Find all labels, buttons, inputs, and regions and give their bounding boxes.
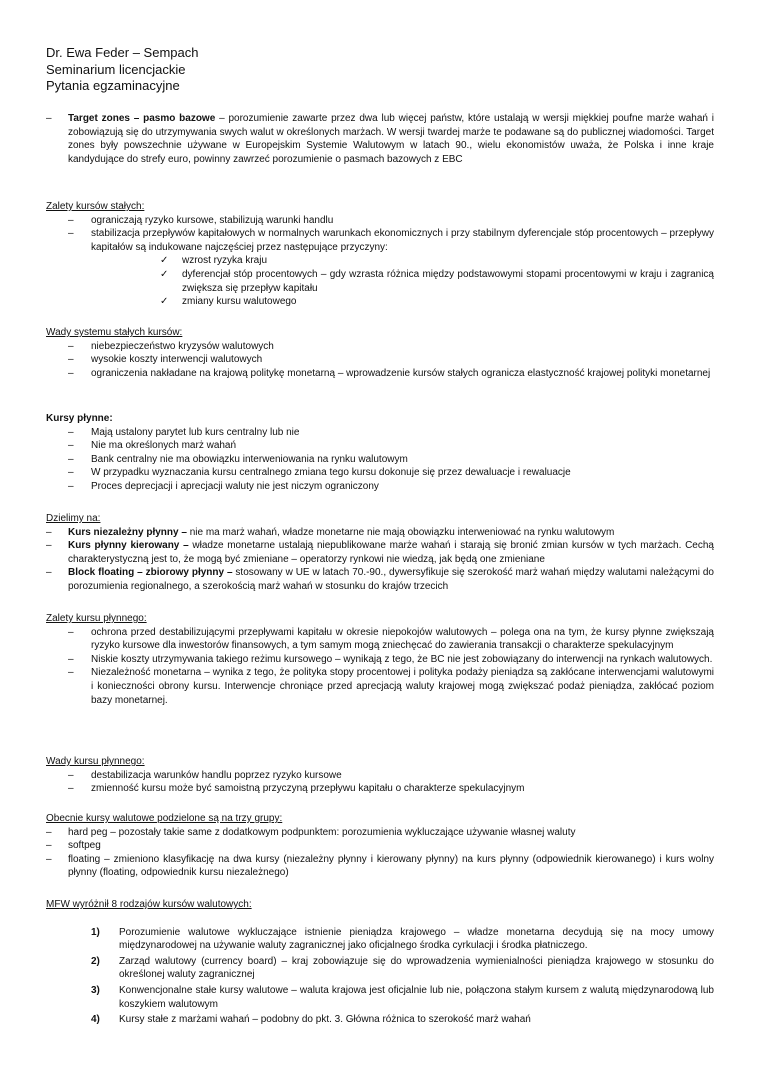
list-item-text: Bank centralny nie ma obowiązku interweniowania na rynku walutowym: [91, 453, 408, 465]
list-item: [0, 439, 760, 453]
list-item: [0, 426, 760, 440]
list-item: [0, 539, 760, 566]
dash-bullet: –: [68, 228, 74, 240]
section-heading: Zalety kursu płynnego:: [46, 613, 147, 624]
floating-disadvantages-section: [0, 755, 760, 796]
section-heading: Kursy płynne:: [46, 413, 113, 424]
current-groups-section: [0, 812, 760, 880]
list-item-text: Niezależność monetarna – wynika z tego, że polityka stopy procentowej i polityka podaży pieniądza są zakłócane interwencjami walutowymi i konieczności obrony kursu. Interwencje chroniące przed aprecjacją waluty krajowej mogą zwiększać podaż pieniądza, zakłócać poziom bazy monetarnej.: [91, 667, 714, 706]
floating-advantages-section: [0, 612, 760, 707]
list-item-text: floating – zmieniono klasyfikację na dwa kursy (niezależny płynny i kierowany płynny) na kurs płynny (odpowiednik kierowanego) i kurs wolny płynny (floating, odpowiednik kursu niezależnego): [68, 853, 714, 879]
dash-bullet: –: [68, 480, 74, 492]
list-item: [0, 566, 760, 593]
list-item-text: stosowany w UE w latach 70.-90., dywersyfikuje się szerokość marż wahań między walutami należącymi do porozumienia regionalnego, a szerokością marż wahań w stosunku do krajów trzecich: [68, 567, 714, 592]
dash-bullet: –: [68, 426, 74, 438]
dash-bullet: –: [46, 853, 52, 865]
list-item-text: W przypadku wyznaczania kursu centralnego zmiana tego kursu dokonuje się przez dewaluacje i rewaluacje: [91, 467, 571, 479]
list-item: [0, 853, 760, 880]
list-item: [0, 367, 760, 381]
section-heading: Obecnie kursy walutowe podzielone są na trzy grupy:: [46, 813, 283, 824]
target-zones-section: [0, 112, 760, 166]
dash-bullet: –: [68, 367, 74, 379]
check-list-item: [0, 295, 760, 309]
section-heading: MFW wyróżnił 8 rodzajów kursów walutowych:: [46, 899, 252, 910]
dash-bullet: –: [68, 214, 74, 226]
item-number: 3): [91, 984, 100, 996]
list-item: [0, 769, 760, 783]
author-line: Dr. Ewa Feder – Sempach: [46, 45, 199, 60]
dash-bullet: –: [46, 113, 52, 124]
list-item: [0, 453, 760, 467]
list-item-term: Kurs płynny kierowany –: [68, 540, 189, 552]
list-item: [0, 480, 760, 494]
list-item: [0, 782, 760, 796]
list-item: [0, 340, 760, 354]
division-section: [0, 512, 760, 594]
list-item: [0, 826, 760, 840]
numbered-item: [0, 955, 760, 982]
document-header: [46, 45, 198, 95]
list-item: [0, 653, 760, 667]
list-item-text: Zarząd walutowy (currency board) – kraj zobowiązuje się do wprowadzenia wymienialności pieniądza krajowego w stosunku do określonej waluty zagranicznej: [119, 955, 714, 981]
list-item-term: Kurs niezależny płynny –: [68, 526, 187, 538]
list-item: [0, 466, 760, 480]
numbered-item: [0, 984, 760, 1011]
section-heading: Wady systemu stałych kursów:: [46, 327, 183, 338]
check-list-item: [0, 268, 760, 295]
fixed-advantages-section: [0, 200, 760, 309]
section-heading: Dzielimy na:: [46, 513, 101, 524]
fixed-disadvantages-section: [0, 326, 760, 380]
list-item-text: ograniczają ryzyko kursowe, stabilizują warunki handlu: [91, 214, 334, 226]
dash-bullet: –: [68, 440, 74, 452]
list-item-text: dyferencjał stóp procentowych – gdy wzrasta różnica między podstawowymi stopami procentowymi w kraju i zagranicą zwiększa się przepływ kapitału: [182, 268, 714, 294]
dash-bullet: –: [68, 340, 74, 352]
title-line: Pytania egzaminacyjne: [46, 78, 180, 93]
item-number: 2): [91, 955, 100, 967]
list-item-text: destabilizacja warunków handlu poprzez ryzyko kursowe: [91, 769, 342, 781]
list-item-text: wysokie koszty interwencji walutowych: [91, 354, 263, 366]
dash-bullet: –: [68, 453, 74, 465]
dash-bullet: –: [68, 769, 74, 781]
list-item-text: niebezpieczeństwo kryzysów walutowych: [91, 340, 274, 352]
list-item: [0, 526, 760, 540]
list-item-text: Proces deprecjacji i aprecjacji waluty nie jest niczym ograniczony: [91, 480, 379, 492]
list-item-text: stabilizacja przepływów kapitałowych w normalnych warunkach ekonomicznych i przy stabilnym dyferencjale stóp procentowych – przepływy kapitałów są indukowane najczęściej przez następujące przyczyny:: [91, 228, 714, 253]
list-item: [0, 839, 760, 853]
list-item: [0, 214, 760, 228]
list-item: [0, 353, 760, 367]
item-number: 4): [91, 1014, 100, 1026]
list-item: [0, 227, 760, 254]
target-zones-text: – porozumienie zawarte przez dwa lub więcej państw, które ustalają w wersji miękkiej poufne marże wahań i zobowiązują się do utrzymywania swych walut w określonych marżach. W wersji twardej marże te podawane są do publicznej wiadomości. Target zones były powszechnie używane w Europejskim Systemie Walutowym w latach 90., wielu ekonomistów uważa, że Polska i inne kraje kandydujące do strefy euro, powinny zawrzeć porozumienie o pasmach bazowych z EBC: [68, 113, 714, 165]
list-item-text: Niskie koszty utrzymywania takiego reżimu kursowego – wynikają z tego, że BC nie jest zobowiązany do interwencji na rynkach walutowych.: [91, 653, 713, 665]
dash-bullet: –: [68, 354, 74, 366]
dash-bullet: –: [46, 540, 52, 552]
list-item-text: zmiany kursu walutowego: [182, 296, 297, 308]
check-list-item: [0, 254, 760, 268]
list-item-text: nie ma marż wahań, władze monetarne nie mają obowiązku interweniować na rynku walutowym: [186, 526, 615, 538]
list-item-text: Porozumienie walutowe wykluczające istnienie pieniądza krajowego – władze monetarna decydują się na mocy umowy międzynarodowej na używanie waluty zagranicznej jako oficjalnego środka cyrkulacji i środka płatniczego.: [119, 926, 714, 952]
floating-rates-section: [0, 412, 760, 494]
section-heading: Zalety kursów stałych:: [46, 201, 145, 212]
list-item-text: hard peg – pozostały takie same z dodatkowym podpunktem: porozumienia wykluczające używanie własnej waluty: [68, 826, 576, 838]
list-item-text: softpeg: [68, 840, 101, 852]
dash-bullet: –: [68, 467, 74, 479]
list-item-text: Mają ustalony parytet lub kurs centralny lub nie: [91, 426, 300, 438]
section-heading: Wady kursu płynnego:: [46, 756, 145, 767]
dash-bullet: –: [68, 783, 74, 795]
list-item: [0, 666, 760, 707]
check-icon: ✓: [160, 296, 169, 308]
check-icon: ✓: [160, 268, 169, 280]
check-icon: ✓: [160, 255, 169, 267]
list-item-text: ochrona przed destabilizującymi przepływami kapitału w okresie niepokojów walutowych – polega ona na tym, że kursy płynne zwiększają ryzyko kursowe dla inwestorów finansowych, a tym samym mogą zniechęcać do zawierania transakcji o charakterze spekulacyjnym: [91, 626, 714, 652]
imf-section: [0, 898, 760, 1027]
target-zones-term: Target zones – pasmo bazowe: [68, 113, 216, 124]
list-item-text: Konwencjonalne stałe kursy walutowe – waluta krajowa jest oficjalnie lub nie, połączona stałym kursem z walutą międzynarodową lub koszykiem walutowym: [119, 984, 714, 1010]
list-item-text: Kursy stałe z marżami wahań – podobny do pkt. 3. Główna różnica to szerokość marż wahań: [119, 1014, 531, 1026]
list-item-term: Block floating – zbiorowy płynny –: [68, 567, 233, 579]
list-item: [0, 112, 760, 166]
list-item-text: ograniczenia nakładane na krajową politykę monetarną – wprowadzenie kursów stałych ogranicza elastyczność krajowej polityki monetarnej: [91, 367, 711, 379]
dash-bullet: –: [46, 567, 52, 579]
dash-bullet: –: [68, 626, 74, 638]
numbered-item: [0, 1013, 760, 1027]
dash-bullet: –: [46, 840, 52, 852]
course-line: Seminarium licencjackie: [46, 61, 186, 77]
dash-bullet: –: [68, 653, 74, 665]
dash-bullet: –: [46, 526, 52, 538]
list-item-text: zmienność kursu może być samoistną przyczyną przepływu kapitału o charakterze spekulacyjnym: [91, 783, 525, 795]
list-item: [0, 626, 760, 653]
list-item-text: Nie ma określonych marż wahań: [91, 440, 237, 452]
list-item-text: władze monetarne ustalają niepublikowane marże wahań i starają się bronić zmian kursów w tych marżach. Cechą charakterystyczną jest to, że mogą być zmieniane – operatorzy rynkowi nie wiedzą, jak będą one zmieniane: [68, 540, 714, 565]
dash-bullet: –: [46, 826, 52, 838]
numbered-item: [0, 926, 760, 953]
list-item-text: wzrost ryzyka kraju: [182, 255, 268, 267]
dash-bullet: –: [68, 667, 74, 679]
item-number: 1): [91, 926, 100, 938]
